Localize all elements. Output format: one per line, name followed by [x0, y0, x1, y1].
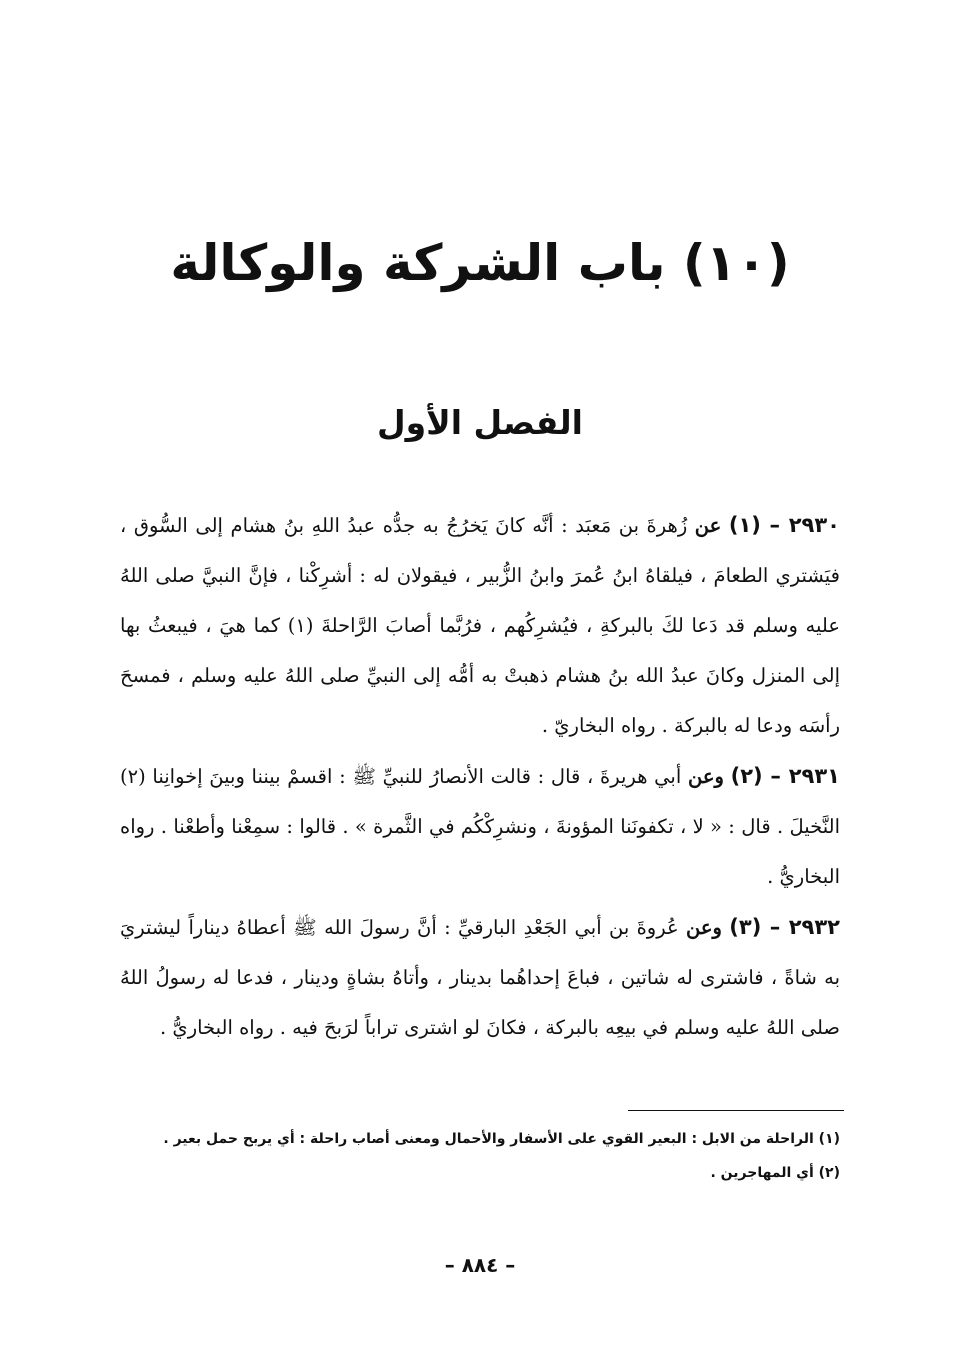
hadith-2930: [120, 500, 840, 751]
hadith-text: زُهرةَ بن مَعبَد : أنَّه كانَ يَخرُجُ به جدُّه عبدُ اللهِ بنُ هشام إلى السُّوق ، فيَشتري الطعامَ ، فيلقاهُ ابنُ عُمرَ وابنُ الزُّبير ، فيقولان له : أشرِكْنا ، فإنَّ النبيَّ صلى اللهُ عليه وسلم قد دَعا لكَ بالبركةِ ، فيُشرِكُهم ، فرُبَّما أصابَ الرَّاحلةَ (١) كما هيَ ، فيبعثُ بها إلى المنزل وكانَ عبدُ الله بنُ هشام ذهبتْ به أمُّه إلى النبيِّ صلى اللهُ عليه وسلم ، فمسحَ رأسَه ودعا له بالبركة . رواه البخاريّ .: [120, 514, 840, 737]
footnote-1: (١) الراحلة من الابل : البعير القوي على الأسفار والأحمال ومعنى أصاب راحلة : أي يربح حمل بعير .: [163, 1131, 840, 1147]
hadith-text: عُروةَ بن أبي الجَعْدِ البارقيِّ : أنَّ رسولَ الله ﷺ أعطاهُ ديناراً ليشتريَ به شاةً ، فاشترى له شاتين ، فباعَ إحداهُما بدينار ، وأتاهُ بشاةٍ ودينار ، فدعا له رسولُ اللهُ صلى اللهُ عليه وسلم في بيعِه بالبركة ، فكانَ لو اشترى تراباً لرَبحَ فيه . رواه البخاريُّ .: [120, 916, 840, 1039]
footnote-2: (٢) أي المهاجرين .: [710, 1165, 840, 1181]
hadith-2931: [120, 751, 840, 902]
hadith-2932: [120, 902, 840, 1053]
footnote-divider: [628, 1110, 844, 1111]
hadith-number: ٢٩٣٠ – (١): [728, 513, 840, 537]
hadith-number: ٢٩٣١ – (٢): [730, 764, 841, 788]
hadith-list: [120, 500, 840, 1053]
page-number: – ٨٨٤ –: [444, 1253, 516, 1277]
footnotes: [120, 1122, 840, 1190]
hadith-lead: وعن: [685, 916, 722, 939]
hadith-lead: عن: [694, 514, 722, 537]
section-title: الفصل الأول: [377, 403, 583, 442]
chapter-title: (١٠) باب الشركة والوكالة: [170, 234, 790, 292]
hadith-number: ٢٩٣٢ – (٣): [729, 915, 840, 939]
hadith-text: أبي هريرةَ ، قال : قالت الأنصارُ للنبيِّ ﷺ : اقسمْ بيننا وبينَ إخوانِنا (٢) النَّخيلَ . قال : « لا ، تكفونَنا المؤونةَ ، ونشرِكْكُم في الثَّمرة » . قالوا : سمِعْنا وأطعْنا . رواه البخاريُّ .: [120, 765, 840, 888]
hadith-lead: وعن: [687, 765, 724, 788]
